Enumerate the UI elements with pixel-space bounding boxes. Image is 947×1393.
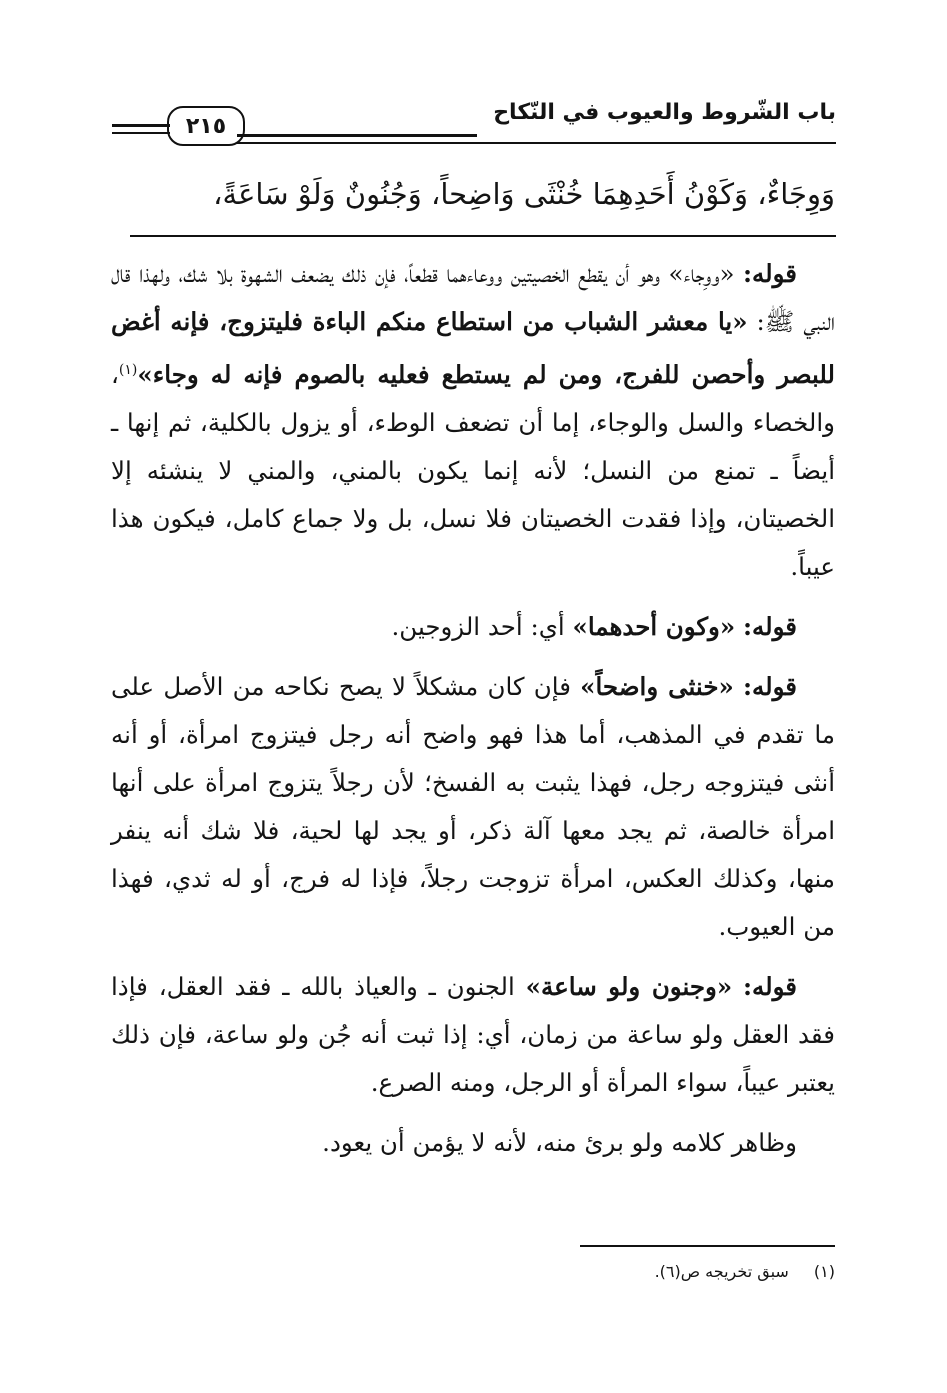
paragraph-text: ، والخصاء والسل والوجاء، إما أن تضعف الوطء، أو يزول بالكلية، ثم إنها ـ أيضاً ـ تمنع من النسل؛ لأنه إنما يكون بالمني، والمني لا ينشئه إلا الخصيتان، وإذا فقدت الخصيتان فلا نسل، بل ولا جماع كامل، فيكون هذا عيباً.	[111, 360, 835, 582]
lemma: «وجنون ولو ساعة»	[525, 972, 733, 1002]
running-title: باب الشّروط والعيوب في النّكاح	[493, 100, 836, 125]
matn-line: وَوِجَاءٌ، وَكَوْنُ أَحَدِهِمَا خُنْثَى وَاضِحاً، وَجُنُونٌ وَلَوْ سَاعَةً،	[213, 177, 835, 211]
hadith-quote: «يا معشر الشباب من استطاع منكم الباءة فليتزوج، فإنه أغض للبصر وأحصن للفرج، ومن لم يستطع فعليه بالصوم فإنه له وجاء»	[111, 307, 835, 390]
footnote	[111, 1260, 835, 1284]
paragraph-khuntha	[111, 663, 835, 951]
page-number-text: ٢١٥	[185, 113, 227, 139]
paragraph-zahir	[111, 1119, 835, 1167]
paragraph-text: الجنون ـ والعياذ بالله ـ فقد العقل، فإذا فقد العقل ولو ساعة من زمان، أي: إذا ثبت أنه جُن ولو ساعة، فإن ذلك يعتبر عيباً، سواء المرأة أو الرجل، ومنه الصرع.	[111, 972, 835, 1098]
paragraph-text: وهو أن يقطع الخصيتين ووعاءهما قطعاً، فإن ذلك يضعف الشهوة بلا شك، ولهذا قال النبي ﷺ:	[111, 259, 835, 336]
lemma: «وكون أحدهما»	[572, 612, 736, 642]
header-rule-right	[237, 134, 477, 137]
paragraph-text: وظاهر كلامه ولو برئ منه، لأنه لا يؤمن أن يعود.	[322, 1128, 797, 1158]
footnote-text: سبق تخريجه ص(٦).	[654, 1262, 789, 1281]
footnote-number: (١)	[813, 1262, 835, 1281]
qawluhu-keyword: قوله:	[742, 672, 797, 702]
paragraph-junun	[111, 963, 835, 1107]
paragraph-ahaduhuma	[111, 603, 835, 651]
qawluhu-keyword: قوله:	[742, 259, 797, 288]
matn-divider	[130, 235, 836, 237]
paragraph-wija	[111, 250, 835, 591]
header-rule-left-lower	[112, 132, 170, 134]
footnote-reference: (١)	[118, 362, 138, 378]
header-rule-right-lower	[237, 142, 836, 144]
header-rule-left	[112, 124, 170, 127]
lemma: «ووِجاء»	[668, 259, 735, 288]
qawluhu-keyword: قوله:	[742, 612, 797, 642]
qawluhu-keyword: قوله:	[743, 972, 798, 1002]
paragraph-text: فإن كان مشكلاً لا يصح نكاحه من الأصل على ما تقدم في المذهب، أما هذا فهو واضح أنه رجل فيتزوج امرأة، أو أنه أنثى فيتزوجه رجل، فهذا يثبت به الفسخ؛ لأن رجلاً يتزوج امرأة على أنها امرأة خالصة، ثم يجد معها آلة ذكر، أو يجد لها لحية، فلا شك أنه ينفر منها، وكذلك العكس، امرأة تزوجت رجلاً، فإذا له فرج، أو له ثدي، فهذا من العيوب.	[111, 672, 835, 942]
page-number	[167, 106, 245, 146]
commentary	[111, 250, 835, 1167]
paragraph-text: أي: أحد الزوجين.	[391, 612, 573, 642]
lemma: «خنثى واضحاً»	[580, 672, 734, 702]
running-header	[112, 96, 836, 156]
footnote-divider	[580, 1245, 835, 1247]
